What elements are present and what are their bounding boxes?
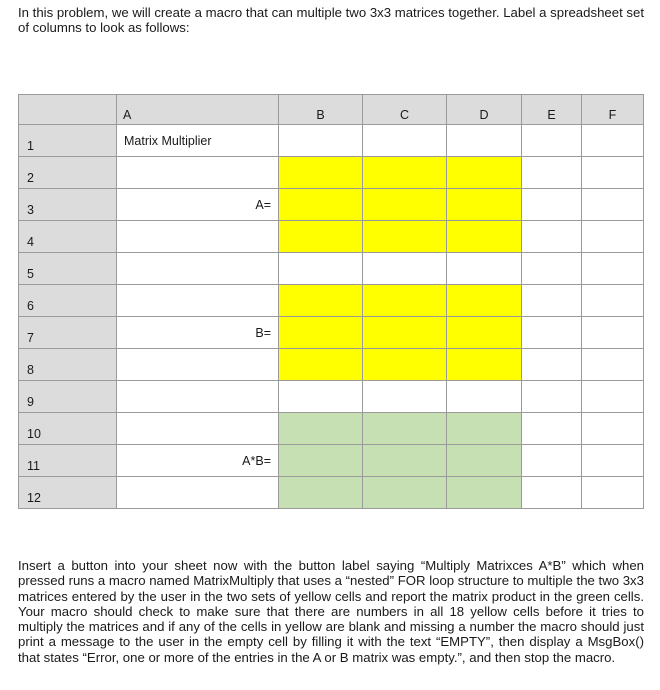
matrix-a-cell (363, 189, 447, 221)
column-header-e: E (522, 95, 582, 125)
cell (117, 157, 279, 189)
row-header: 10 (19, 413, 117, 445)
matrix-b-cell (447, 349, 522, 381)
row-header: 7 (19, 317, 117, 349)
matrix-a-cell (447, 189, 522, 221)
cell (117, 285, 279, 317)
column-header-c: C (363, 95, 447, 125)
cell (522, 477, 582, 509)
cell (582, 317, 644, 349)
matrix-a-cell (363, 221, 447, 253)
result-cell (279, 477, 363, 509)
cell (117, 413, 279, 445)
row-header: 4 (19, 221, 117, 253)
cell (117, 349, 279, 381)
sheet-row-7 (19, 317, 644, 349)
matrix-b-cell (363, 285, 447, 317)
row-header: 3 (19, 189, 117, 221)
row-header: 12 (19, 477, 117, 509)
cell (582, 285, 644, 317)
label-ab: A*B= (117, 445, 279, 477)
cell (522, 221, 582, 253)
matrix-b-cell (279, 349, 363, 381)
cell (279, 381, 363, 413)
cell (522, 445, 582, 477)
matrix-a-cell (447, 221, 522, 253)
sheet-row-11 (19, 445, 644, 477)
cell (447, 125, 522, 157)
sheet-row-3 (19, 189, 644, 221)
cell (522, 413, 582, 445)
cell (363, 381, 447, 413)
cell (582, 445, 644, 477)
label-b: B= (117, 317, 279, 349)
cell (279, 253, 363, 285)
sheet-row-6 (19, 285, 644, 317)
sheet-row-10 (19, 413, 644, 445)
cell (117, 253, 279, 285)
column-header-d: D (447, 95, 522, 125)
result-cell (447, 477, 522, 509)
matrix-a-cell (363, 157, 447, 189)
column-header-f: F (582, 95, 644, 125)
cell (582, 221, 644, 253)
label-a: A= (117, 189, 279, 221)
matrix-b-cell (447, 317, 522, 349)
cell (117, 221, 279, 253)
cell (522, 253, 582, 285)
cell (363, 253, 447, 285)
matrix-a-cell (279, 157, 363, 189)
result-cell (279, 413, 363, 445)
result-cell (363, 477, 447, 509)
cell (522, 349, 582, 381)
sheet-row-5 (19, 253, 644, 285)
row-header: 8 (19, 349, 117, 381)
cell (363, 125, 447, 157)
cell (522, 189, 582, 221)
cell (522, 285, 582, 317)
row-header: 11 (19, 445, 117, 477)
sheet-row-4 (19, 221, 644, 253)
result-cell (447, 445, 522, 477)
cell (447, 381, 522, 413)
cell (447, 253, 522, 285)
sheet-row-12 (19, 477, 644, 509)
column-header-b: B (279, 95, 363, 125)
cell (582, 413, 644, 445)
row-header: 1 (19, 125, 117, 157)
row-header: 2 (19, 157, 117, 189)
cell (522, 317, 582, 349)
row-header: 9 (19, 381, 117, 413)
intro-paragraph: In this problem, we will create a macro that can multiple two 3x3 matrices together. Label a spreadsheet set of columns to look as follows: (18, 5, 644, 36)
matrix-b-cell (279, 285, 363, 317)
matrix-a-cell (279, 221, 363, 253)
cell (582, 157, 644, 189)
column-header-row (19, 95, 644, 125)
result-cell (447, 413, 522, 445)
cell-a1: Matrix Multiplier (117, 125, 279, 157)
cell (117, 381, 279, 413)
spreadsheet-grid (18, 94, 644, 509)
cell (582, 477, 644, 509)
sheet-row-9 (19, 381, 644, 413)
result-cell (363, 445, 447, 477)
cell (582, 125, 644, 157)
cell (582, 381, 644, 413)
cell (279, 125, 363, 157)
matrix-b-cell (447, 285, 522, 317)
row-header: 5 (19, 253, 117, 285)
sheet-row-2 (19, 157, 644, 189)
result-cell (363, 413, 447, 445)
matrix-b-cell (279, 317, 363, 349)
cell (117, 477, 279, 509)
cell (522, 125, 582, 157)
corner-cell (19, 95, 117, 125)
cell (582, 253, 644, 285)
matrix-a-cell (447, 157, 522, 189)
sheet-row-8 (19, 349, 644, 381)
matrix-b-cell (363, 317, 447, 349)
cell (522, 381, 582, 413)
matrix-b-cell (363, 349, 447, 381)
cell (582, 189, 644, 221)
instructions-paragraph: Insert a button into your sheet now with the button label saying “Multiply Matrixces A*B” which when pressed runs a macro named MatrixMultiply that uses a “nested” FOR loop structure to multiple the two 3x3 matrices entered by the user in the two sets of yellow cells and report the matrix product in the green cells. Your macro should check to make sure that there are numbers in all 18 yellow cells before it tries to multiply the matrices and if any of the cells in yellow are blank and missing a number the macro should just print a message to the user in the empty cell by filling it with the text “EMPTY”, then display a MsgBox() that states “Error, one or more of the entries in the A or B matrix was empty.”, and then stop the macro. (18, 558, 644, 665)
cell (522, 157, 582, 189)
matrix-a-cell (279, 189, 363, 221)
row-header: 6 (19, 285, 117, 317)
result-cell (279, 445, 363, 477)
cell (582, 349, 644, 381)
sheet-row-1 (19, 125, 644, 157)
column-header-a: A (117, 95, 279, 125)
